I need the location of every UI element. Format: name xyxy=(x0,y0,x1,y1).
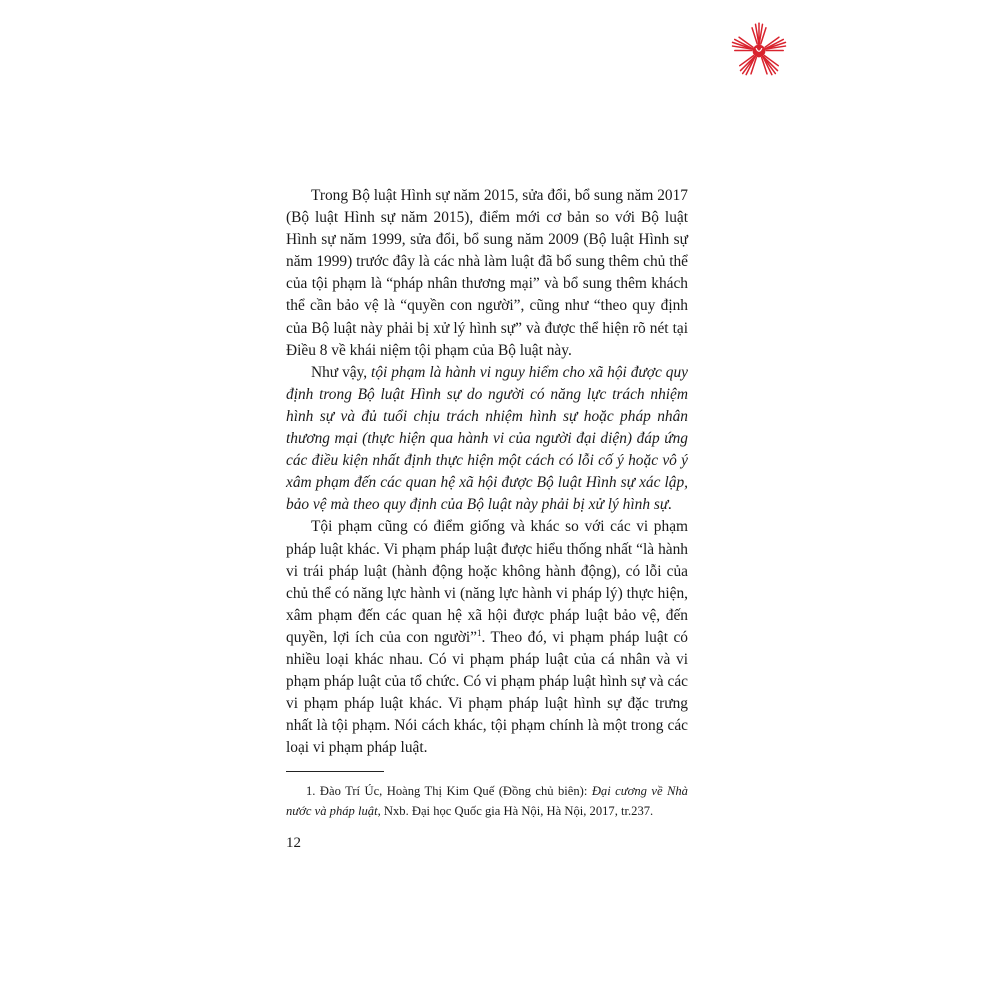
page-number: 12 xyxy=(286,835,301,851)
paragraph-2 xyxy=(286,362,688,517)
footnote-book-title: Đại cương về Nhà nước và pháp luật xyxy=(286,784,688,818)
body-text xyxy=(286,185,688,759)
footnote-marker: 1 xyxy=(476,627,482,638)
paragraph-3 xyxy=(286,516,688,759)
crime-definition: tội phạm là hành vi nguy hiểm cho xã hội được quy định trong Bộ luật Hình sự do người có năng lực trách nhiệm hình sự và đủ tuổi chịu trách nhiệm hình sự hoặc pháp nhân thương mại (thực hiện qua hành vi của người đại diện) đáp ứng các điều kiện nhất định thực hiện một cách có lỗi cố ý hoặc vô ý xâm phạm đến các quan hệ xã hội được Bộ luật Hình sự xác lập, bảo vệ mà theo quy định của Bộ luật này phải bị xử lý hình sự. xyxy=(286,363,688,514)
footnote-lead: 1. Đào Trí Úc, Hoàng Thị Kim Quế (Đồng chủ biên): xyxy=(306,784,592,798)
footnote-divider xyxy=(286,771,384,772)
paragraph-1: Trong Bộ luật Hình sự năm 2015, sửa đổi, bổ sung năm 2017 (Bộ luật Hình sự năm 2015), điểm mới cơ bản so với Bộ luật Hình sự năm 1999, sửa đổi, bổ sung năm 2009 (Bộ luật Hình sự năm 1999) trước đây là các nhà làm luật đã bổ sung thêm chủ thể của tội phạm là “pháp nhân thương mại” và bổ sung thêm khách thể cần bảo vệ là “quyền con người”, cũng như “theo quy định của Bộ luật này phải bị xử lý hình sự” và được thể hiện rõ nét tại Điều 8 về khái niệm tội phạm của Bộ luật này. xyxy=(286,187,688,359)
paragraph-2-lead: Như vậy, xyxy=(311,363,372,381)
red-star-emblem-icon xyxy=(730,22,788,80)
footnote xyxy=(286,781,688,821)
footnote-tail: , Nxb. Đại học Quốc gia Hà Nội, Hà Nội, 2017, tr.237. xyxy=(377,804,654,818)
paragraph-3-part-b: . Theo đó, vi phạm pháp luật có nhiều loại khác nhau. Có vi phạm pháp luật của cá nhân và vi phạm pháp luật của tổ chức. Có vi phạm pháp luật hình sự và các vi phạm pháp luật khác. Vi phạm pháp luật hình sự đặc trưng nhất là tội phạm. Nói cách khác, tội phạm chính là một trong các loại vi phạm pháp luật. xyxy=(286,628,688,757)
paragraph-3-part-a: Tội phạm cũng có điểm giống và khác so với các vi phạm pháp luật khác. Vi phạm pháp luật được hiểu thống nhất “là hành vi trái pháp luật (hành động hoặc không hành động), có lỗi của chủ thể có năng lực hành vi (năng lực hành vi pháp lý) thực hiện, xâm phạm đến các quan hệ xã hội được pháp luật bảo vệ, đến quyền, lợi ích của con người” xyxy=(286,518,688,646)
